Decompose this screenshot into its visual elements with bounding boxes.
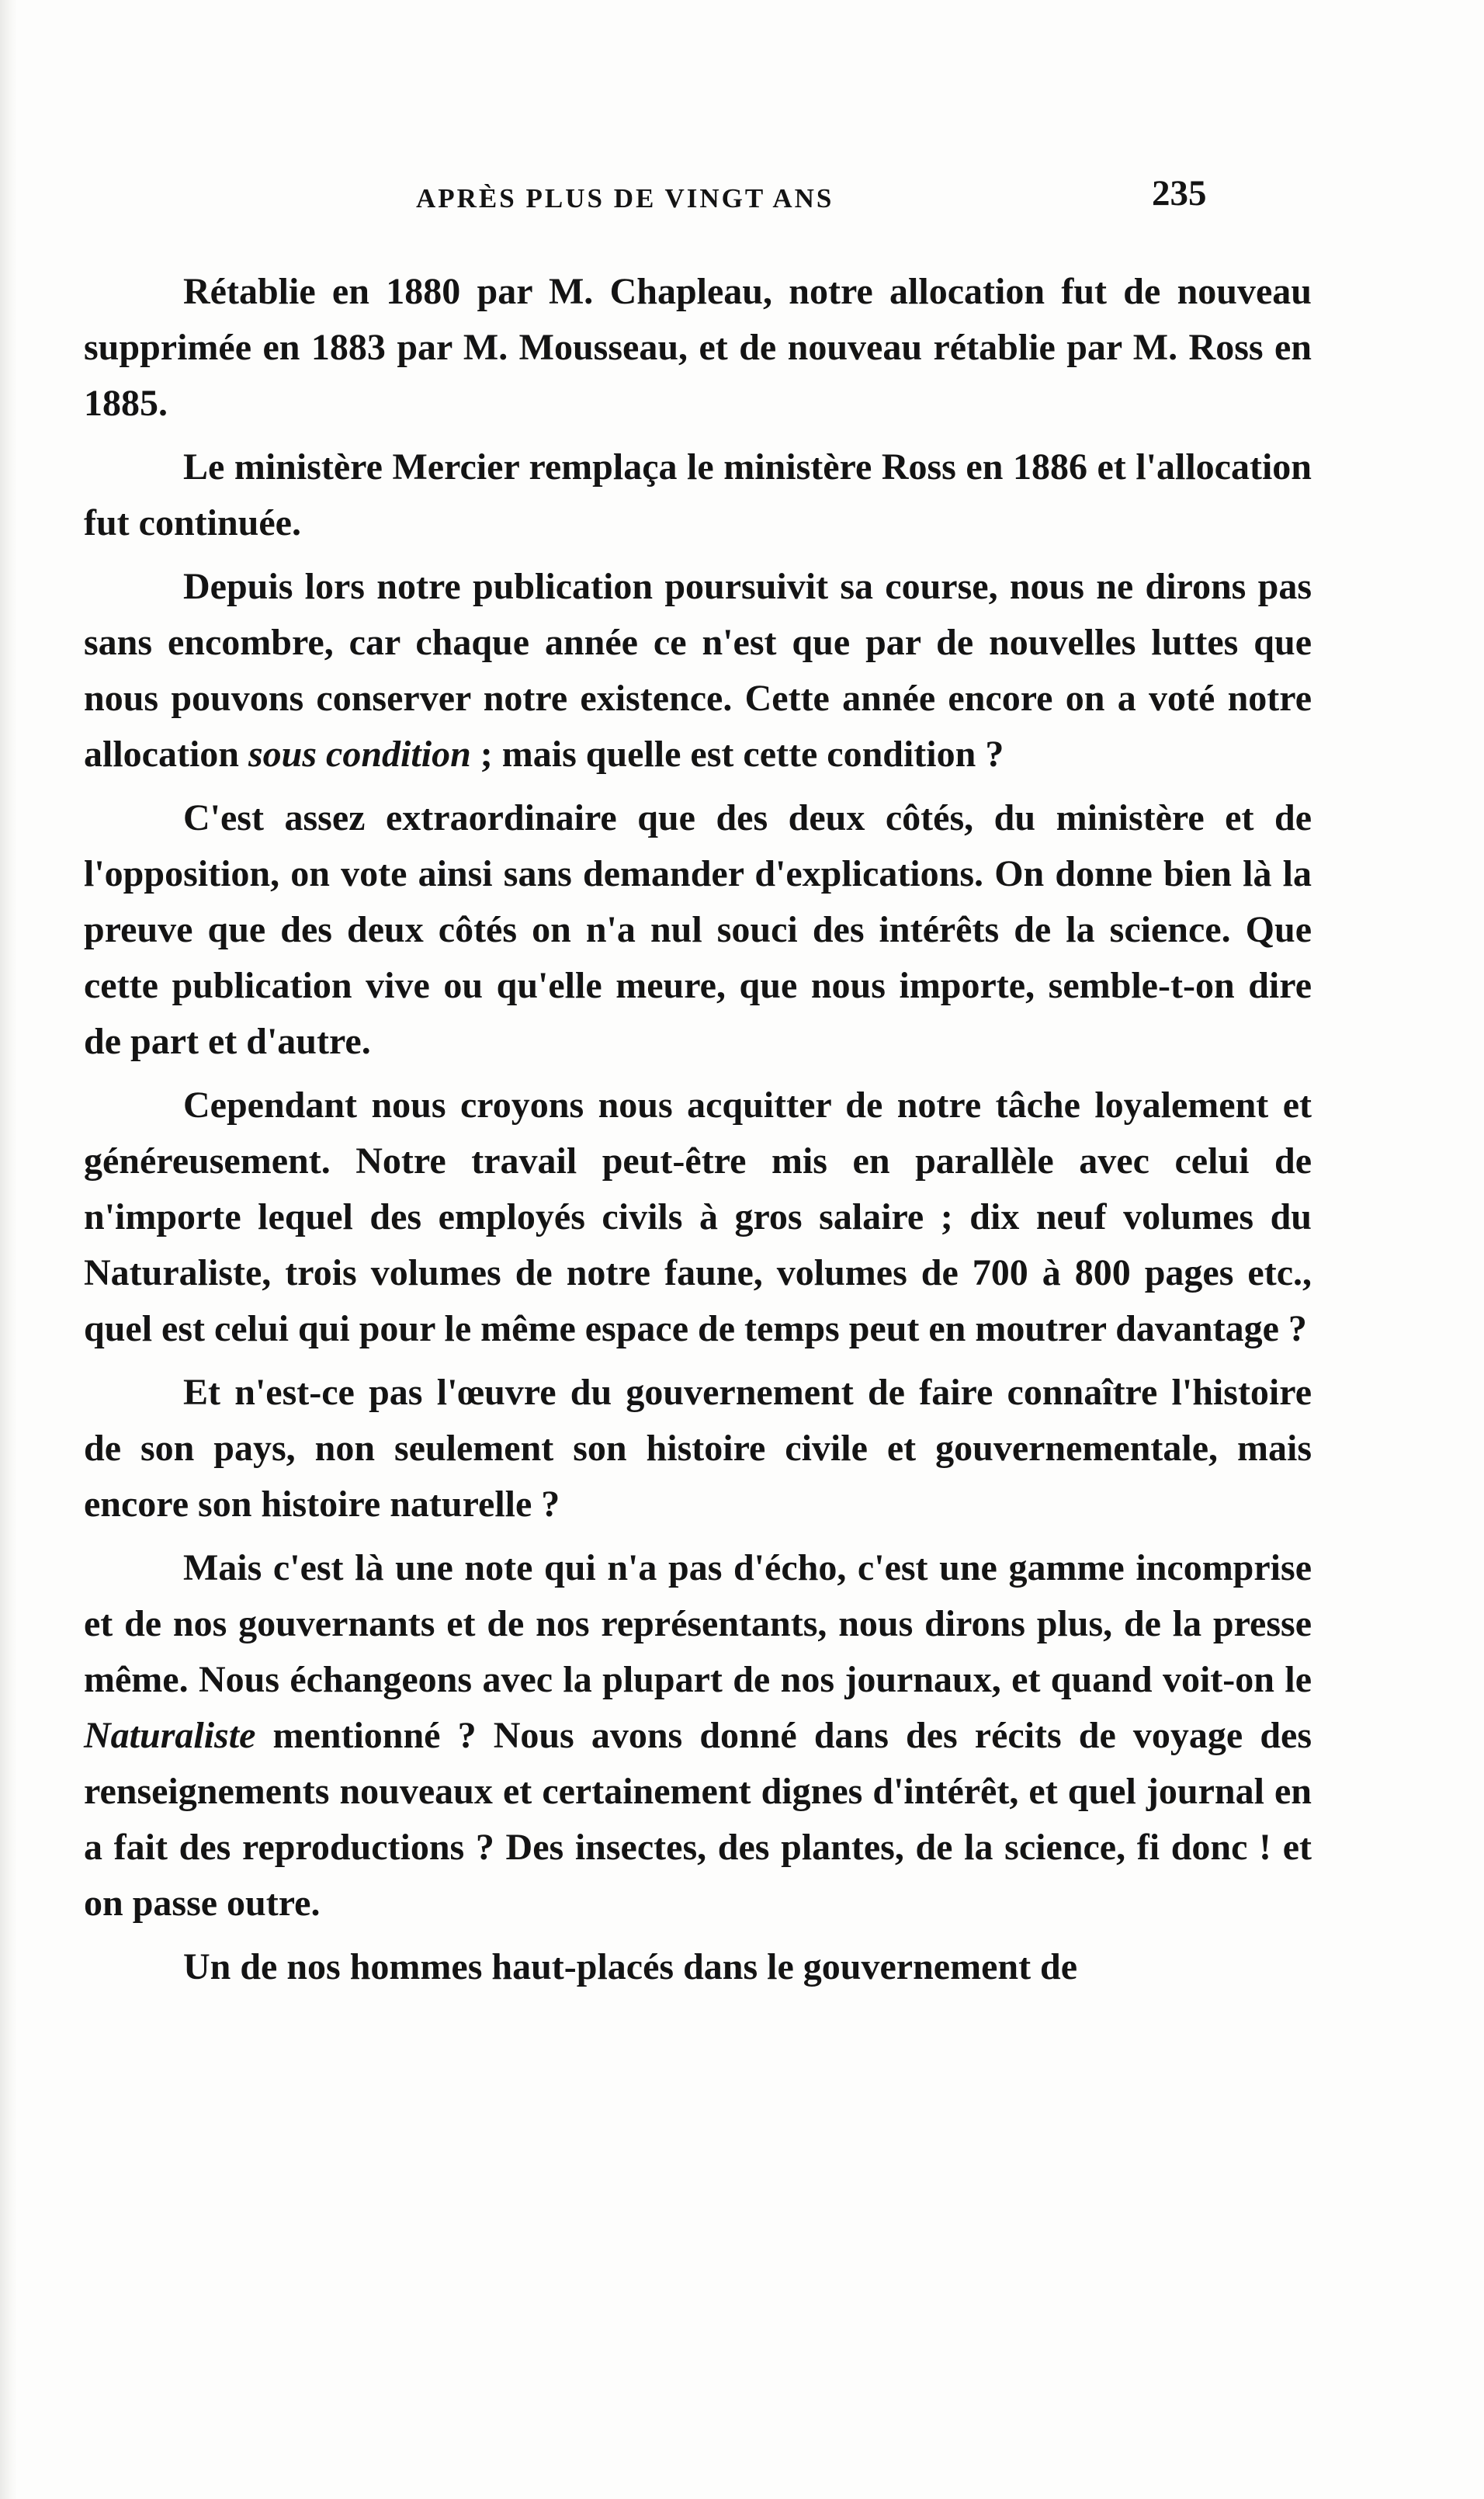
scan-edge bbox=[0, 0, 17, 2499]
paragraph-2: Le ministère Mercier remplaça le ministère Ross en 1886 et l'allocation fut continuée. bbox=[84, 446, 1312, 543]
running-head: APRÈS PLUS DE VINGT ANS bbox=[416, 183, 834, 213]
paragraph-7-text-end: mentionné ? Nous avons donné dans des récits de voyage des renseignements nouveaux et certainement dignes d'intérêt, et quel journal en a fait des reproductions ? Des insectes, des plantes, de la science, fi donc ! et on passe outre. bbox=[84, 1715, 1312, 1924]
paragraph-3 bbox=[84, 559, 1312, 783]
paragraph-4: C'est assez extraordinaire que des deux côtés, du ministère et de l'opposition, on vote ainsi sans demander d'explications. On donne bien là la preuve que des deux côtés on n'a nul souci des intérêts de la science. Que cette publication vive ou qu'elle meure, que nous importe, semble-t-on dire de part et d'autre. bbox=[84, 797, 1312, 1062]
paragraph-7-text-start: Mais c'est là une note qui n'a pas d'écho, c'est une gamme incomprise et de nos gouvernants et de nos représentants, nous dirons plus, de la presse même. Nous échangeons avec la plupart de nos journaux, et quand voit-on le bbox=[84, 1547, 1312, 1700]
paragraph-3-text-start: Depuis lors notre publication poursuivit sa course, nous ne dirons pas sans encombre, car chaque année ce n'est que par de nouvelles luttes que nous pouvons conserver notre existence. Cette année encore on a voté notre allocation bbox=[84, 566, 1312, 775]
paragraph-3-text-end: ; mais quelle est cette condition ? bbox=[470, 734, 1004, 775]
paragraph-1: Rétablie en 1880 par M. Chapleau, notre allocation fut de nouveau supprimée en 1883 par M. Mousseau, et de nouveau rétablie par M. Ross en 1885. bbox=[84, 271, 1312, 424]
paragraph-8: Un de nos hommes haut-placés dans le gouvernement de bbox=[183, 1946, 1078, 1987]
page-number: 235 bbox=[1152, 173, 1207, 213]
paragraph-3-italic-phrase: sous condition bbox=[248, 734, 471, 775]
paragraph-6: Et n'est-ce pas l'œuvre du gouvernement de faire connaître l'histoire de son pays, non seulement son histoire civile et gouvernementale, mais encore son histoire naturelle ? bbox=[84, 1372, 1312, 1525]
body-text bbox=[84, 264, 1312, 1995]
paragraph-5: Cependant nous croyons nous acquitter de notre tâche loyalement et généreusement. Notre travail peut-être mis en parallèle avec celui de n'importe lequel des employés civils à gros salaire ; dix neuf volumes du Naturaliste, trois volumes de notre faune, volumes de 700 à 800 pages etc., quel est celui qui pour le même espace de temps peut en moutrer davantage ? bbox=[84, 1085, 1312, 1349]
paragraph-7-italic-title: Naturaliste bbox=[84, 1715, 256, 1756]
paragraph-7 bbox=[84, 1540, 1312, 1932]
